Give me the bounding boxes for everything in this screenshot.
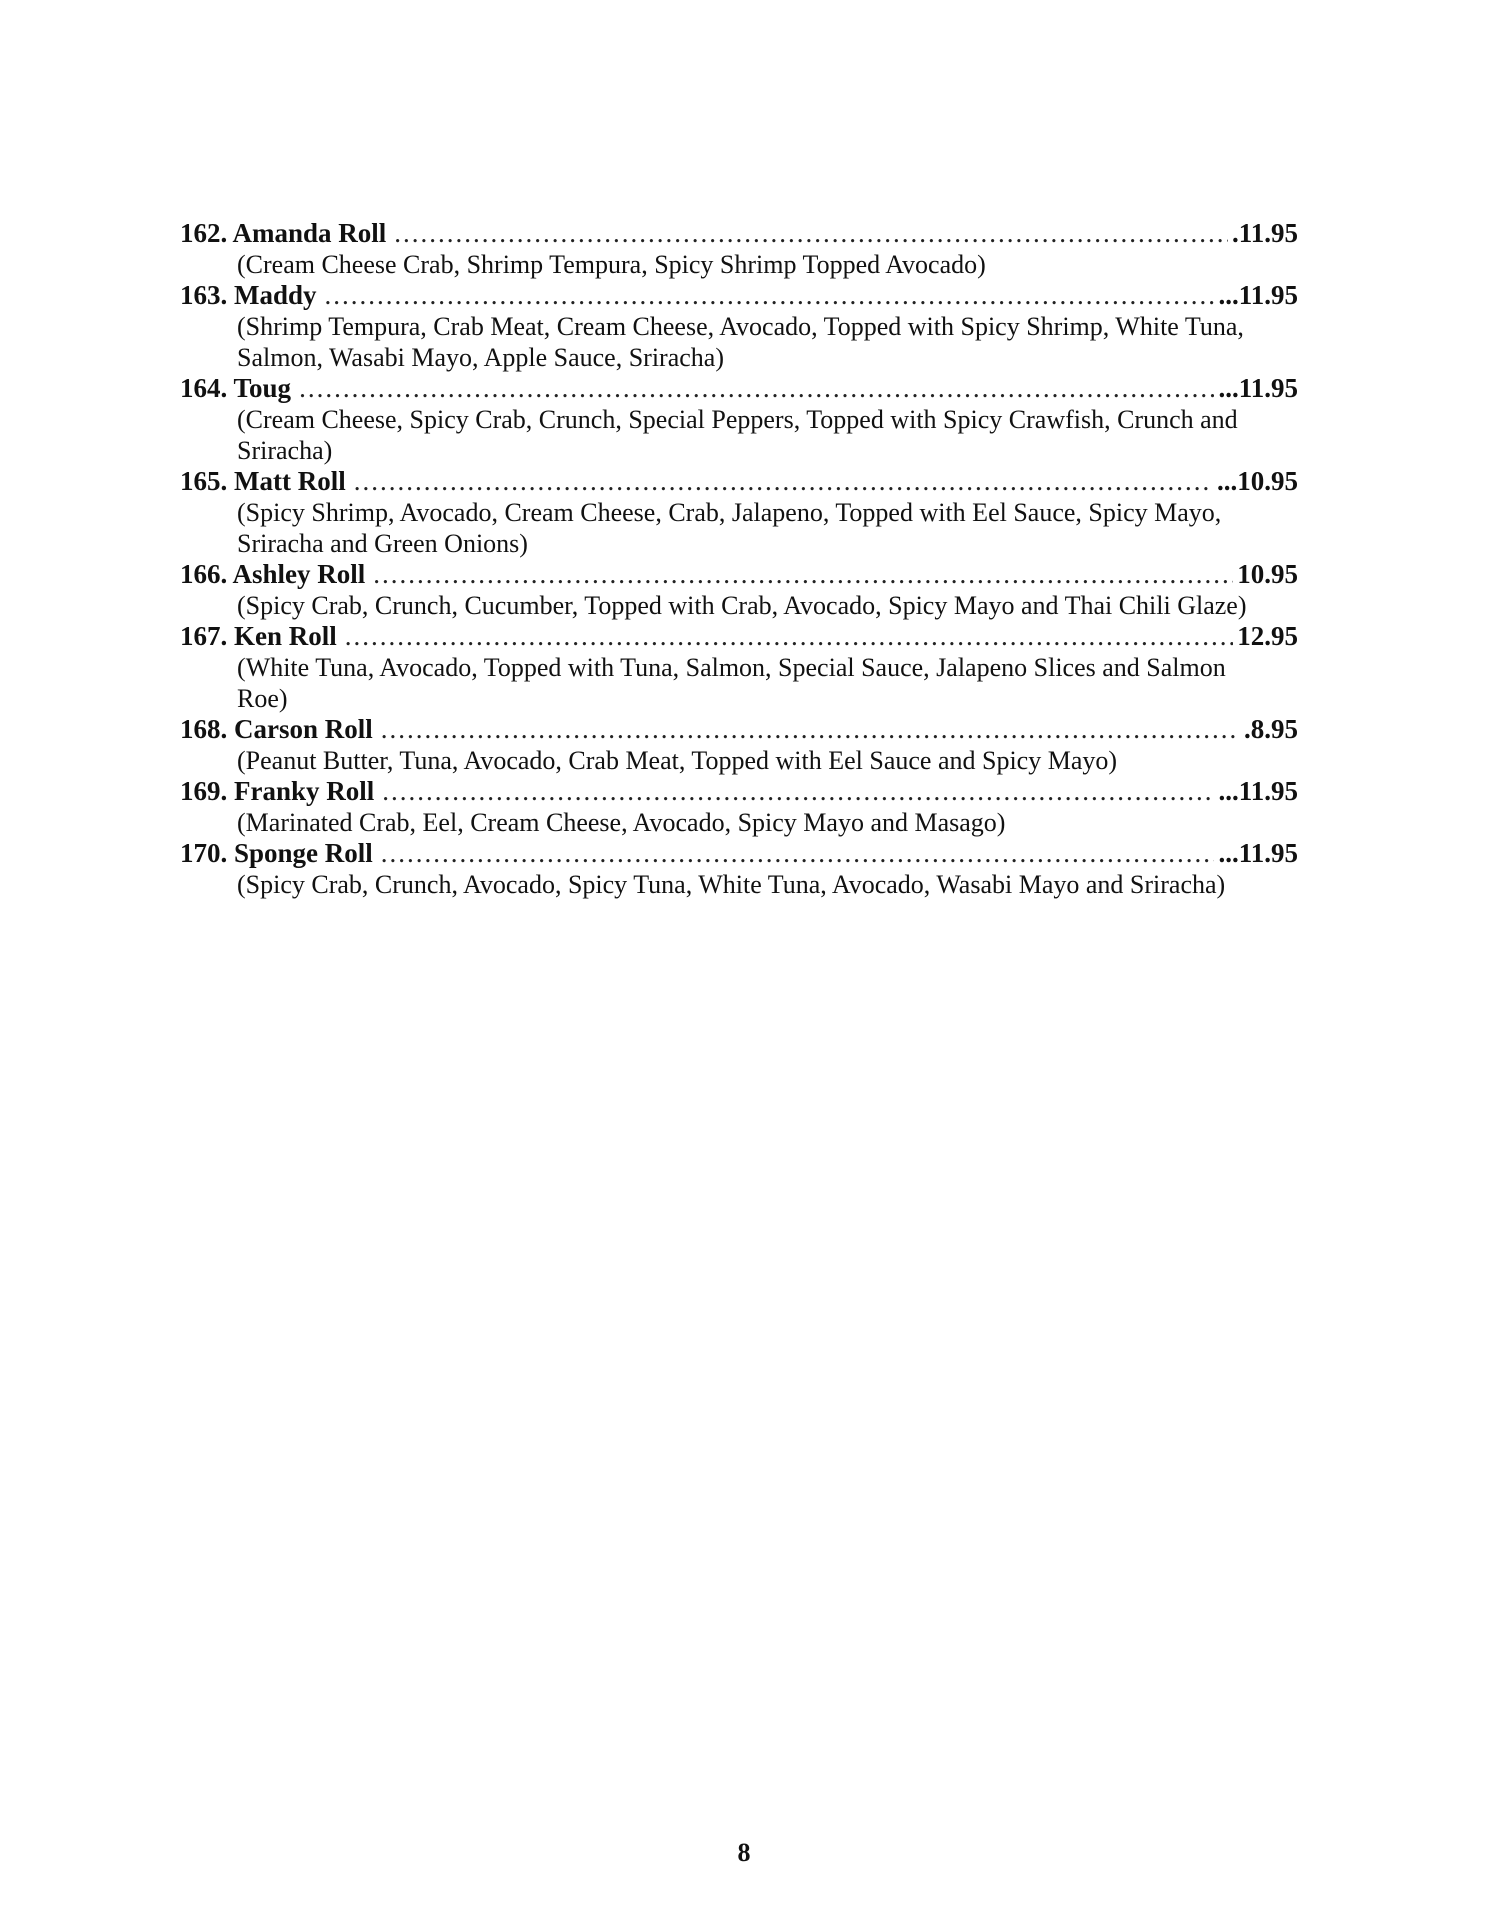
menu-item-price: 12.95 — [1237, 621, 1298, 651]
menu-item-name: 163. Maddy — [180, 280, 317, 310]
menu-item-price: 10.95 — [1237, 559, 1298, 589]
dot-leader — [299, 373, 1214, 404]
menu-item-heading — [180, 559, 1298, 590]
menu-item-heading — [180, 838, 1298, 869]
menu-item-heading — [180, 776, 1298, 807]
dot-leader — [381, 714, 1240, 745]
menu-item-name: 165. Matt Roll — [180, 466, 346, 496]
menu-item-name: 170. Sponge Roll — [180, 838, 373, 868]
menu-item — [180, 280, 1298, 373]
menu-item-heading — [180, 218, 1298, 249]
menu-item — [180, 559, 1298, 621]
dot-leader — [382, 776, 1214, 807]
menu-item — [180, 776, 1298, 838]
menu-item-name: 164. Toug — [180, 373, 292, 403]
menu-item-price: ...11.95 — [1218, 280, 1298, 310]
menu-item-description: (Marinated Crab, Eel, Cream Cheese, Avocado, Spicy Mayo and Masago) — [237, 808, 1006, 837]
menu-item-price: .11.95 — [1231, 218, 1298, 248]
menu-item — [180, 838, 1298, 900]
menu-item-price: ...11.95 — [1218, 838, 1298, 868]
menu-item-description: (Spicy Shrimp, Avocado, Cream Cheese, Crab, Jalapeno, Topped with Eel Sauce, Spicy Mayo, Sriracha and Green Onions) — [237, 498, 1222, 558]
menu-item-name: 162. Amanda Roll — [180, 218, 387, 248]
menu-item-description: (Shrimp Tempura, Crab Meat, Cream Cheese, Avocado, Topped with Spicy Shrimp, White Tuna, Salmon, Wasabi Mayo, Apple Sauce, Sriracha) — [237, 312, 1244, 372]
dot-leader — [373, 559, 1233, 590]
menu-item — [180, 621, 1298, 714]
menu-item-name: 166. Ashley Roll — [180, 559, 366, 589]
dot-leader — [325, 280, 1215, 311]
menu-item-name: 169. Franky Roll — [180, 776, 375, 806]
dot-leader — [381, 838, 1215, 869]
menu-item-description: (Cream Cheese, Spicy Crab, Crunch, Special Peppers, Topped with Spicy Crawfish, Crunch and Sriracha) — [237, 405, 1238, 465]
menu-item-description: (Spicy Crab, Crunch, Cucumber, Topped with Crab, Avocado, Spicy Mayo and Thai Chili Glaze) — [237, 591, 1247, 620]
menu-item — [180, 714, 1298, 776]
menu-list — [180, 218, 1298, 900]
dot-leader — [354, 466, 1213, 497]
menu-item-price: .8.95 — [1244, 714, 1298, 744]
dot-leader — [394, 218, 1228, 249]
menu-item-description: (White Tuna, Avocado, Topped with Tuna, Salmon, Special Sauce, Jalapeno Slices and Salmon Roe) — [237, 653, 1226, 713]
menu-item-price: ...10.95 — [1217, 466, 1298, 496]
page-number: 8 — [737, 1838, 751, 1867]
menu-item-price: ...11.95 — [1218, 776, 1298, 806]
menu-item — [180, 218, 1298, 280]
menu-item-description: (Spicy Crab, Crunch, Avocado, Spicy Tuna, White Tuna, Avocado, Wasabi Mayo and Sriracha) — [237, 870, 1226, 899]
menu-item-price: ...11.95 — [1218, 373, 1298, 403]
menu-item-name: 168. Carson Roll — [180, 714, 373, 744]
menu-item-heading — [180, 714, 1298, 745]
menu-item — [180, 373, 1298, 466]
menu-item-heading — [180, 280, 1298, 311]
menu-item-description: (Peanut Butter, Tuna, Avocado, Crab Meat, Topped with Eel Sauce and Spicy Mayo) — [237, 746, 1118, 775]
dot-leader — [345, 621, 1233, 652]
menu-item-heading — [180, 621, 1298, 652]
menu-item — [180, 466, 1298, 559]
menu-item-heading — [180, 466, 1298, 497]
menu-item-description: (Cream Cheese Crab, Shrimp Tempura, Spicy Shrimp Topped Avocado) — [237, 250, 986, 279]
menu-item-name: 167. Ken Roll — [180, 621, 337, 651]
menu-item-heading — [180, 373, 1298, 404]
